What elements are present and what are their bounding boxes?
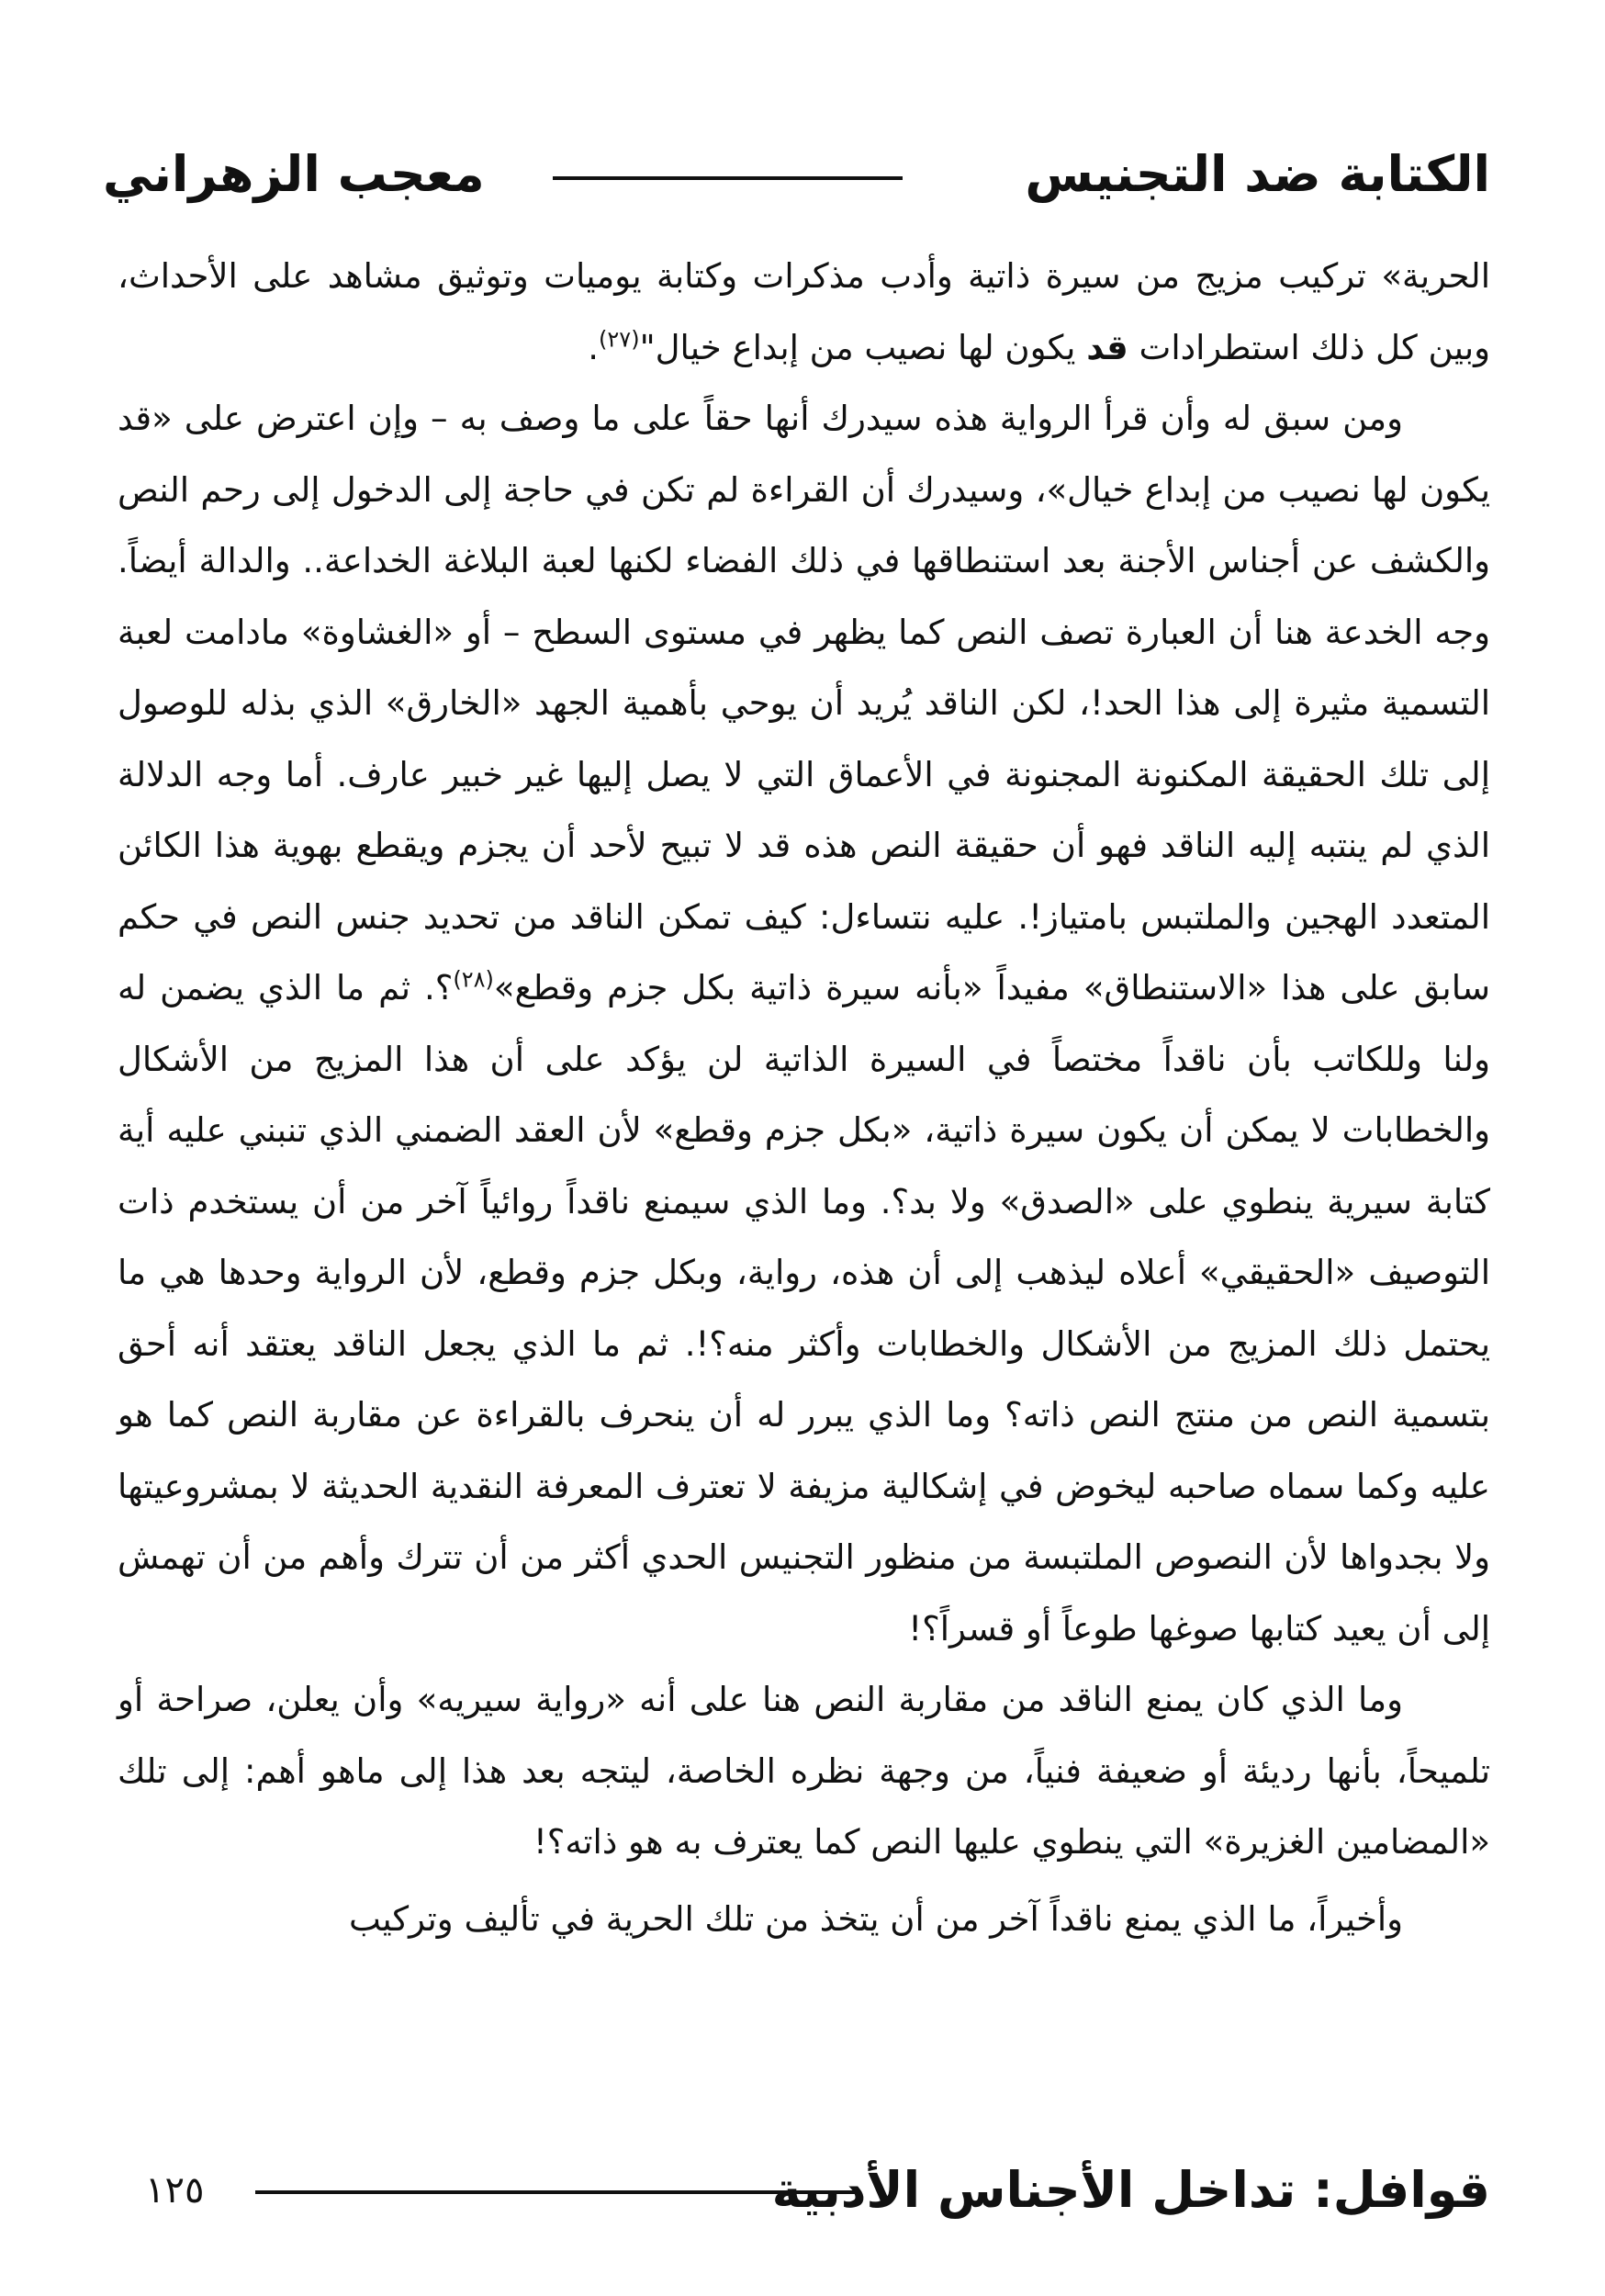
body-text (118, 241, 1490, 1954)
paragraph-1: الحرية» تركيب مزيج من سيرة ذاتية وأدب مذكرات وكتابة يوميات وتوثيق مشاهد على الأحداث، وبين كل ذلك استطرادات قد يكون لها نصيب من إبداع خيال"$^{(٢٧)}$. (118, 256, 1490, 367)
paragraph-4: وأخيراً، ما الذي يمنع ناقداً آخر من أن يتخذ من تلك الحرية في تأليف وتركيب (348, 1898, 1403, 1939)
book-title: قوافل: تداخل الأجناس الأدبية (771, 2161, 1490, 2219)
header-rule (553, 176, 903, 180)
chapter-title: الكتابة ضد التجنيس (1025, 145, 1490, 203)
running-header (103, 138, 1490, 211)
page-number: ١٢٥ (145, 2169, 205, 2212)
page-footer (118, 2154, 1490, 2227)
paragraph-3: وما الذي كان يمنع الناقد من مقاربة النص هنا على أنه «رواية سيريه» وأن يعلن، صراحة أو تلميحاً، بأنها رديئة أو ضعيفة فنياً، من وجهة نظره الخاصة، ليتجه بعد هذا إلى ماهو أهم: إلى تلك «المضامين الغزيرة» التي ينطوي عليها النص كما يعترف به هو ذاته؟! (118, 1680, 1490, 1862)
paragraph-2: ومن سبق له وأن قرأ الرواية هذه سيدرك أنها حقاً على ما وصف به – وإن اعترض على «قد يكون لها نصيب من إبداع خيال»، وسيدرك أن القراءة لم تكن في حاجة إلى الدخول إلى رحم النص والكشف عن أجناس الأجنة بعد استنطاقها في ذلك الفضاء لكنها لعبة البلاغة الخداعة.. والدالة أيضاً. وجه الخدعة هنا أن العبارة تصف النص كما يظهر في مستوى السطح – أو «الغشاوة» مادامت لعبة التسمية مثيرة إلى هذا الحد!، لكن الناقد يُريد أن يوحي بأهمية الجهد «الخارق» الذي بذله للوصول إلى تلك الحقيقة المكنونة المجنونة في الأعماق التي لا يصل إليها غير خبير عارف. أما وجه الدلالة الذي لم ينتبه إليه الناقد فهو أن حقيقة النص هذه قد لا تبيح لأحد أن يجزم ويقطع بهوية هذا الكائن المتعدد الهجين والملتبس بامتياز!. عليه نتساءل: كيف تمكن الناقد من تحديد جنس النص في حكم سابق على هذا «الاستنطاق» مفيداً «بأنه سيرة ذاتية بكل جزم وقطع»$^{(٢٨)}$؟. ثم ما الذي يضمن له ولنا وللكاتب بأن ناقداً مختصاً في السيرة الذاتية لن يؤكد على أن هذا المزيج من الأشكال والخطابات لا يمكن أن يكون سيرة ذاتية، «بكل جزم وقطع» لأن العقد الضمني الذي تنبني عليه أية كتابة سيرية ينطوي على «الصدق» ولا بد؟. وما الذي سيمنع ناقداً روائياً آخر من أن يستخدم ذات التوصيف «الحقيقي» أعلاه ليذهب إلى أن هذه، رواية، وبكل جزم وقطع، لأن الرواية وحدها هي ما يحتمل ذلك المزيج من الأشكال والخطابات وأكثر منه؟!. ثم ما الذي يجعل الناقد يعتقد أنه أحق بتسمية النص من منتج النص ذاته؟ وما الذي يبرر له أن ينحرف بالقراءة عن مقاربة النص كما هو عليه وكما سماه صاحبه ليخوض في إشكالية مزيفة لا تعترف المعرفة النقدية الحديثة لا بمشروعيتها ولا بجدواها لأن النصوص الملتبسة من منظور التجنيس الحدي أكثر من أن تترك وأهم من أن تهمش إلى أن يعيد كتابها صوغها طوعاً أو قسراً؟! (118, 399, 1490, 1649)
footnote-ref-27: (٢٧) (599, 326, 640, 353)
footnote-ref-28: (٢٨) (453, 966, 494, 993)
footer-rule (255, 2190, 857, 2194)
author-name: معجب الزهراني (103, 145, 485, 203)
